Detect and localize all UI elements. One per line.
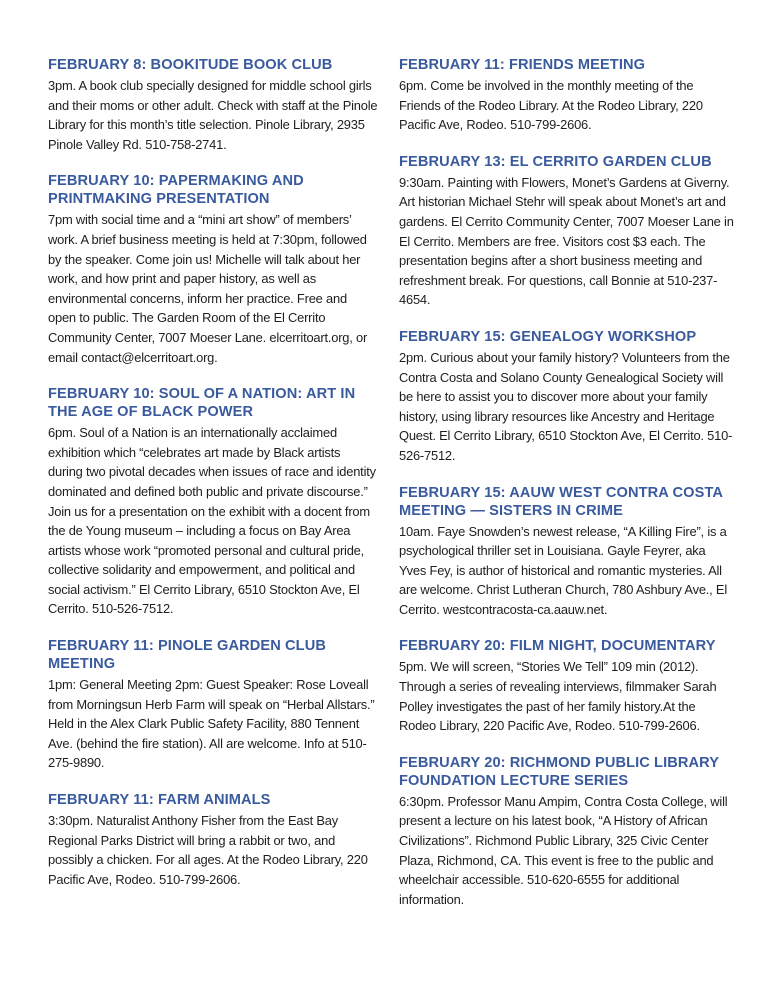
event-aauw-sisters-in-crime [399, 484, 734, 620]
event-title: FEBRUARY 10: SOUL OF A NATION: ART IN THE AGE OF BLACK POWER [48, 386, 356, 421]
event-friends-meeting [399, 56, 734, 135]
event-bookitude-book-club [48, 56, 378, 154]
event-farm-animals [48, 791, 378, 889]
event-soul-of-a-nation [48, 385, 378, 619]
event-description: 9:30am. Painting with Flowers, Monet’s Gardens at Giverny. Art historian Michael Stehr will speak about Monet’s art and gardens. El Cerrito Community Center, 7007 Moeser Lane in El Cerrito. Members are free. Visitors cost $3 each. The presentation begins after a short business meeting and refreshment break. For questions, call Bonnie at 510-237-4654. [399, 174, 734, 308]
event-title: FEBRUARY 20: RICHMOND PUBLIC LIBRARY FOUNDATION LECTURE SERIES [399, 754, 719, 789]
event-description: 2pm. Curious about your family history? Volunteers from the Contra Costa and Solano County Genealogical Society will be here to assist you to discover more about your family history, using library resources like Ancestry and Heritage Quest. El Cerrito Library, 6510 Stockton Ave, El Cerrito. 510-526-7512. [399, 349, 733, 463]
event-description: 6pm. Come be involved in the monthly meeting of the Friends of the Rodeo Library. At the Rodeo Library, 220 Pacific Ave, Rodeo. 510-799-2606. [399, 78, 703, 133]
event-pinole-garden-club [48, 637, 378, 773]
event-description: 10am. Faye Snowden’s newest release, “A Killing Fire”, is a psychological thriller set in Louisiana. Gayle Feyrer, aka Yves Fey, is author of historical and romantic mysteries. All are welcome. Christ Lutheran Church, 780 Ashbury Ave., El Cerrito. westcontracosta-ca.aauw.net. [399, 523, 727, 617]
event-title: FEBRUARY 20: FILM NIGHT, DOCUMENTARY [399, 638, 716, 655]
event-title: FEBRUARY 15: GENEALOGY WORKSHOP [399, 328, 697, 345]
event-title: FEBRUARY 11: FRIENDS MEETING [399, 57, 646, 73]
event-description: 3:30pm. Naturalist Anthony Fisher from the East Bay Regional Parks District will bring a rabbit or two, and possibly a chicken. For all ages. At the Rodeo Library, 220 Pacific Ave, Rodeo. 510-799-2606. [48, 813, 368, 887]
event-film-night-documentary [399, 637, 734, 735]
event-title: FEBRUARY 13: EL CERRITO GARDEN CLUB [399, 153, 712, 170]
event-title: FEBRUARY 15: AAUW WEST CONTRA COSTA MEETING — SISTERS IN CRIME [399, 484, 723, 519]
event-title: FEBRUARY 10: PAPERMAKING AND PRINTMAKING PRESENTATION [48, 173, 304, 208]
event-description: 6pm. Soul of a Nation is an internationally acclaimed exhibition which “celebrates art made by Black artists during two pivotal decades when issues of race and identity dominated and defined both public and private discourse.” Join us for a presentation on the exhibit with a docent from the de Young museum – including a focus on Bay Area artists whose work “promoted personal and cultural pride, collective solidarity and empowerment, and political and social activism.” El Cerrito Library, 6510 Stockton Ave, El Cerrito. 510-526-7512. [48, 425, 376, 617]
event-description: 6:30pm. Professor Manu Ampim, Contra Costa College, will present a lecture on his latest book, “A History of African Civilizations”. Richmond Public Library, 325 Civic Center Plaza, Richmond, CA. This event is free to the public and wheelchair accessible. 510-620-6555 for additional information. [399, 793, 728, 907]
event-richmond-lecture-series [399, 754, 734, 910]
event-title: FEBRUARY 8: BOOKITUDE BOOK CLUB [48, 57, 333, 73]
right-column [399, 56, 734, 927]
event-description: 3pm. A book club specially designed for middle school girls and their moms or other adult. Check with staff at the Pinole Library for this month’s title selection. Pinole Library, 2935 Pinole Valley Rd. 510-758-2741. [48, 78, 378, 152]
event-title: FEBRUARY 11: PINOLE GARDEN CLUB MEETING [48, 638, 326, 673]
event-description: 5pm. We will screen, “Stories We Tell” 109 min (2012). Through a series of revealing interviews, filmmaker Sarah Polley investigates the past of her family history.At the Rodeo Library, 220 Pacific Ave, Rodeo. 510-799-2606. [399, 659, 717, 734]
event-title: FEBRUARY 11: FARM ANIMALS [48, 792, 271, 809]
event-papermaking-presentation [48, 172, 378, 367]
left-column [48, 56, 378, 907]
event-el-cerrito-garden-club [399, 153, 734, 310]
event-description: 1pm: General Meeting 2pm: Guest Speaker: Rose Loveall from Morningsun Herb Farm will speak on “Herbal Allstars.” Held in the Alex Clark Public Safety Facility, 880 Tennent Ave. (behind the fire station). All are welcome. Info at 510-275-9890. [48, 677, 375, 771]
event-description: 7pm with social time and a “mini art show” of members’ work. A brief business meeting is held at 7:30pm, followed by the speaker. Come join us! Michelle will talk about her work, and how print and paper history, as well as environmental concerns, inform her practice. Free and open to public. The Garden Room of the El Cerrito Community Center, 7007 Moeser Lane. elcerritoart.org, or email contact@elcerritoart.org. [48, 212, 368, 365]
event-genealogy-workshop [399, 328, 734, 466]
